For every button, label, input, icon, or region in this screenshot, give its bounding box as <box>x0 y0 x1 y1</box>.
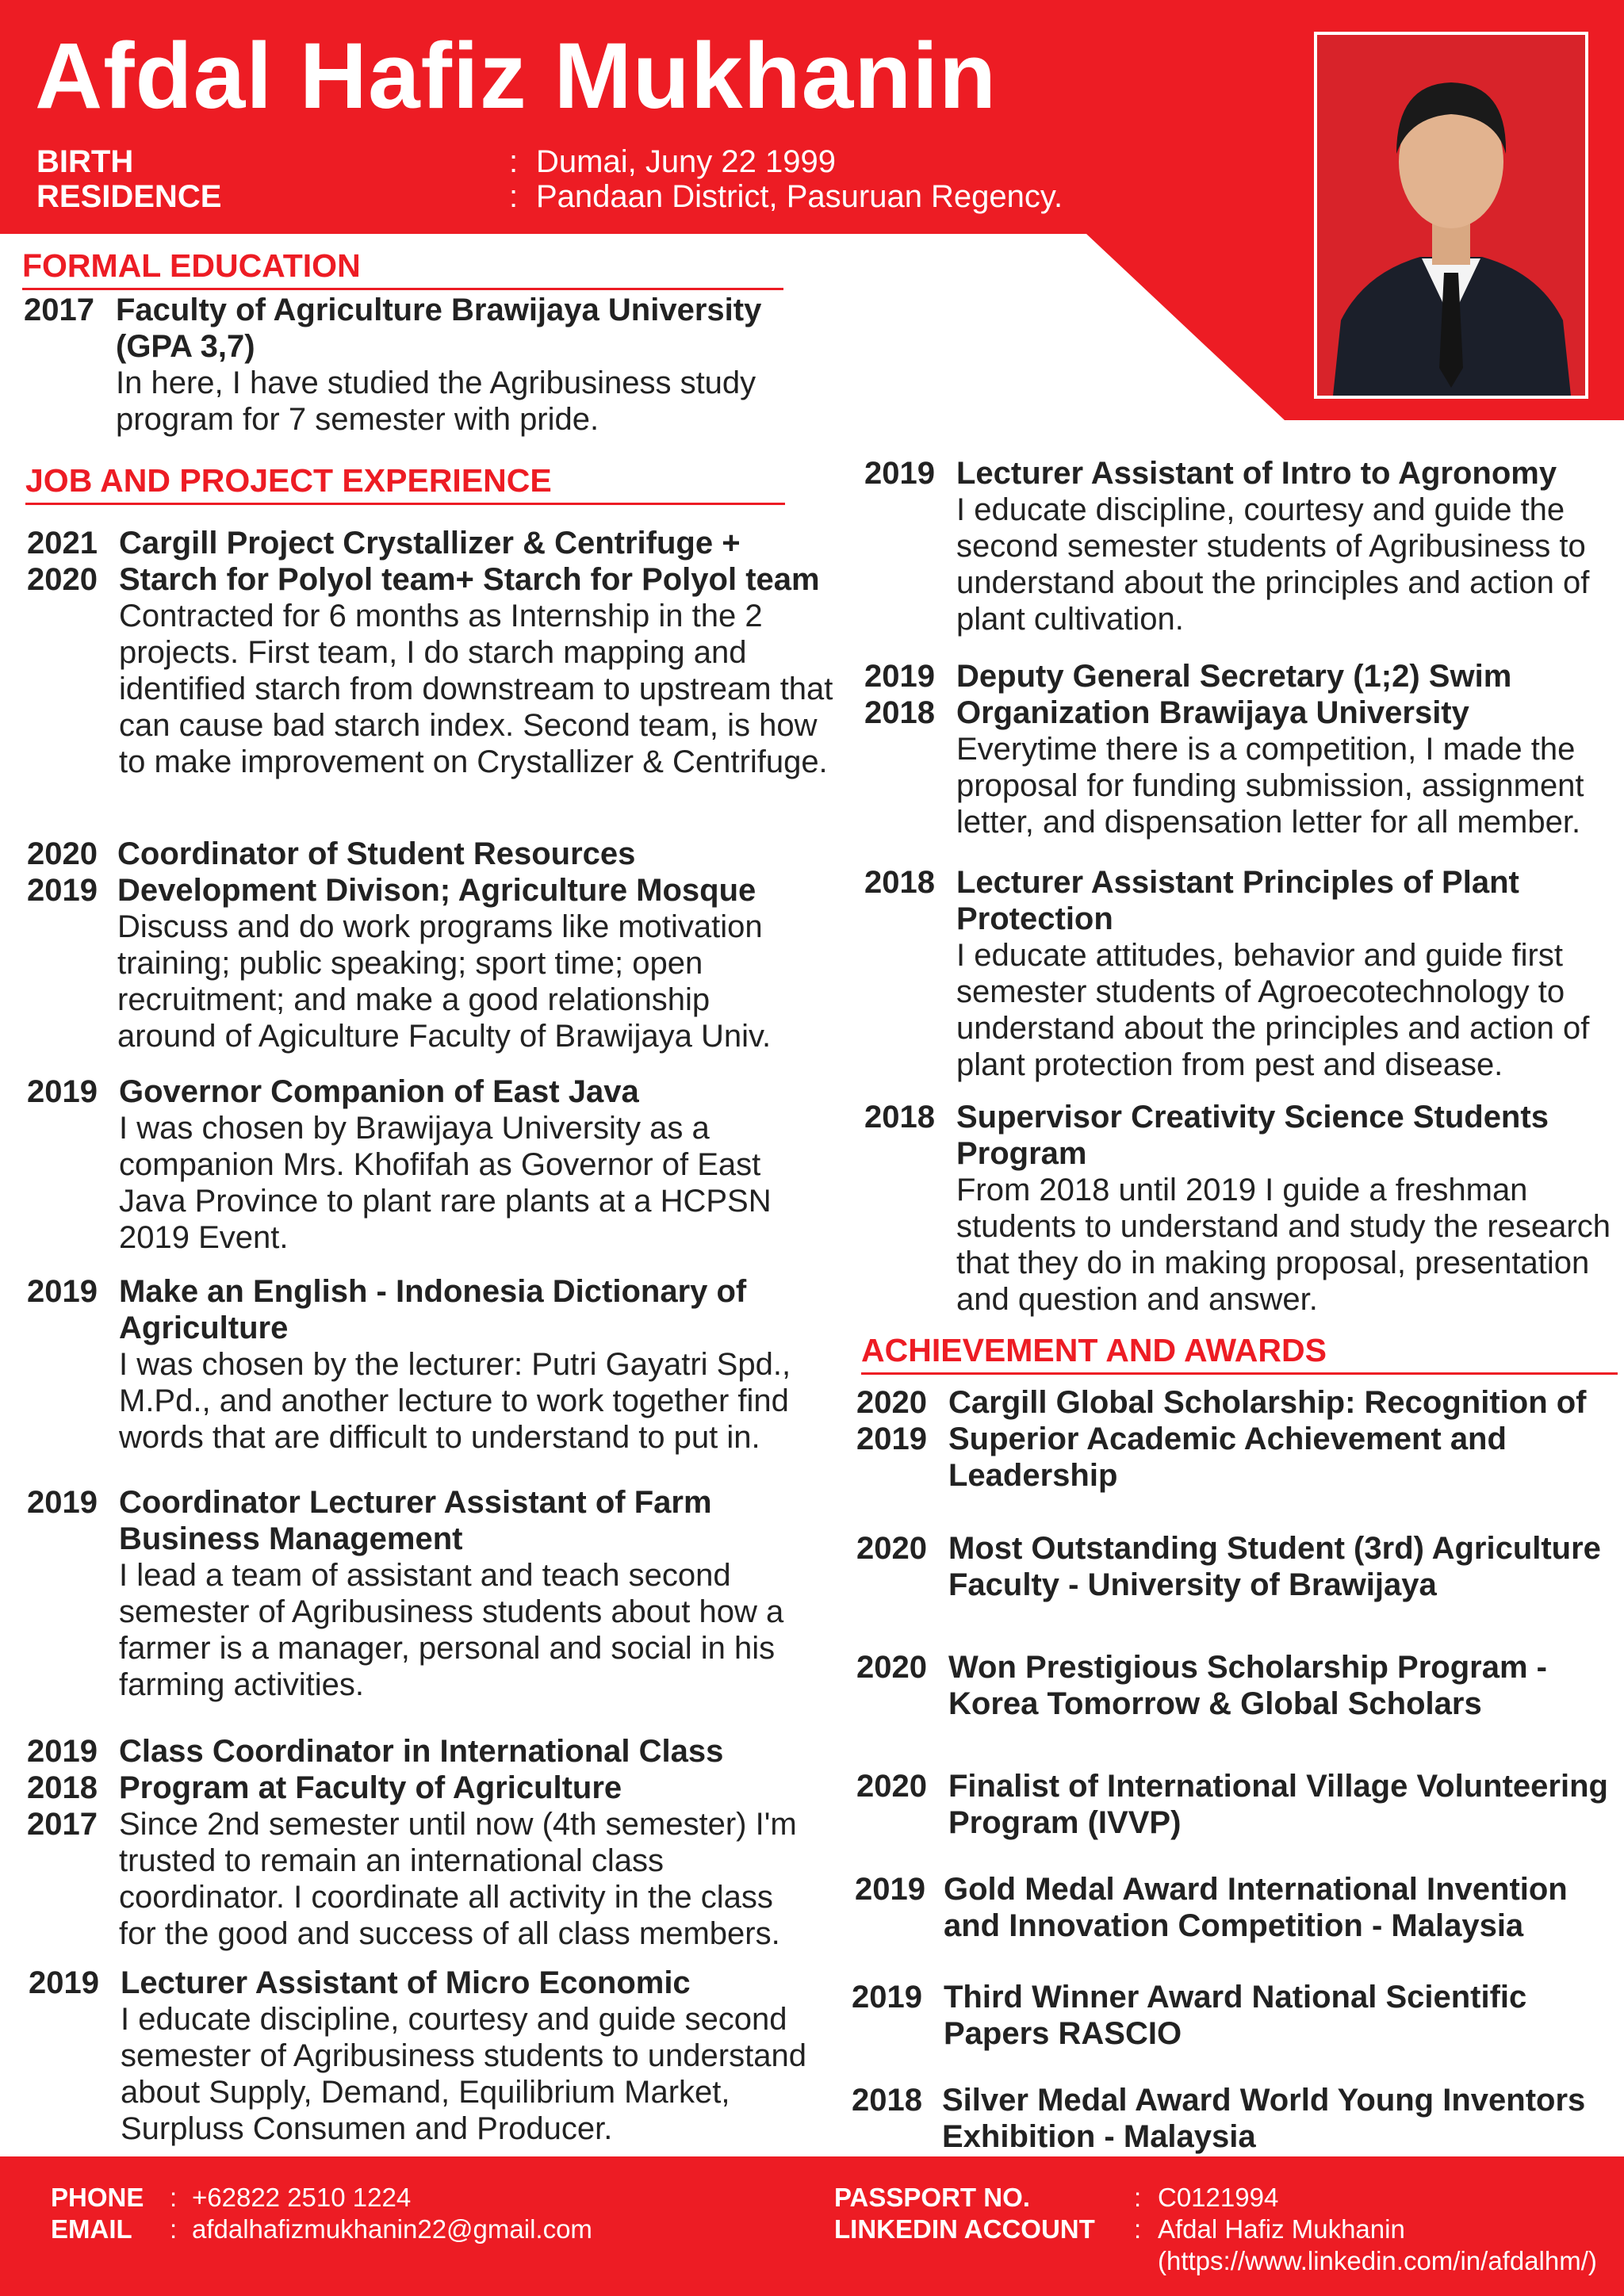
entry-year: 2019 <box>27 1074 98 1109</box>
email-link[interactable]: afdalhafizmukhanin22@gmail.com <box>192 2214 592 2244</box>
contact-footer <box>0 2156 1624 2296</box>
entry-year: 2019 <box>29 1965 99 2000</box>
entry-year: 2018 <box>852 2083 922 2118</box>
entry-years <box>852 1979 939 2015</box>
awards-heading: ACHIEVEMENT AND AWARDS <box>861 1332 1618 1375</box>
entry-title: Faculty of Agriculture Brawijaya University (GPA 3,7) <box>116 293 762 364</box>
entry-body <box>948 1384 1618 1494</box>
linkedin-separator: : <box>1134 2214 1142 2244</box>
entry-description: Discuss and do work programs like motivation training; public speaking; sport time; open recruitment; and make a good relationship around of Agiculture Faculty of Brawijaya Univ. <box>117 909 772 1054</box>
entry-body <box>942 2082 1618 2155</box>
entry-body <box>116 292 785 438</box>
entry-year: 2020 <box>27 562 98 597</box>
entry-year: 2017 <box>27 1807 98 1842</box>
entry-years <box>856 1384 944 1457</box>
entry-body <box>956 864 1618 1083</box>
entry-years <box>29 1965 116 2001</box>
entry-years <box>864 658 952 731</box>
entry-body <box>956 455 1618 637</box>
entry-description: Since 2nd semester until now (4th semester) I'm trusted to remain an international class coordinator. I coordinate all activity in the class for the good and success of all class members. <box>119 1807 797 1951</box>
entry-body <box>119 1733 812 1952</box>
entry-year: 2017 <box>24 293 94 327</box>
entry-description: I educate discipline, courtesy and guide second semester of Agribusiness students to understand about Supply, Demand, Equilibrium Market, Surpluss Consumen and Producer. <box>121 2002 806 2146</box>
entry-body <box>119 1484 793 1703</box>
linkedin-url-link[interactable]: (https://www.linkedin.com/in/afdalhm/) <box>1158 2246 1597 2275</box>
entry-title: Won Prestigious Scholarship Program - Korea Tomorrow & Global Scholars <box>948 1650 1547 1721</box>
education-heading: FORMAL EDUCATION <box>22 247 783 290</box>
entry-years <box>27 836 114 909</box>
entry-title: Third Winner Award National Scientific Papers RASCIO <box>944 1980 1527 2051</box>
entry-year: 2019 <box>852 1980 922 2015</box>
entry-years <box>856 1768 944 1804</box>
experience-entry <box>27 525 847 818</box>
award-entry <box>856 1768 1618 1844</box>
award-entry <box>856 1649 1618 1725</box>
entry-year: 2019 <box>855 1872 925 1907</box>
entry-title: Cargill Project Crystallizer & Centrifuge + Starch for Polyol team+ Starch for Polyol team <box>119 526 820 597</box>
entry-description: Everytime there is a competition, I made the proposal for funding submission, assignment letter, and dispensation letter for all member. <box>956 732 1584 840</box>
entry-year: 2018 <box>864 695 935 730</box>
entry-title: Lecturer Assistant of Intro to Agronomy <box>956 456 1557 491</box>
experience-entry <box>27 1733 812 1955</box>
birth-separator: : <box>509 144 519 179</box>
award-entry <box>852 2082 1618 2158</box>
residence-label: RESIDENCE <box>36 179 222 214</box>
entry-body <box>117 836 793 1054</box>
profile-photo <box>1314 32 1588 399</box>
entry-year: 2019 <box>27 1734 98 1769</box>
entry-title: Coordinator Lecturer Assistant of Farm Business Management <box>119 1485 712 1556</box>
email-label: EMAIL <box>51 2214 132 2244</box>
entry-years <box>27 1073 114 1110</box>
entry-year: 2020 <box>856 1531 927 1566</box>
entry-title: Coordinator of Student Resources Development Divison; Agriculture Mosque <box>117 836 756 908</box>
experience-entry <box>27 836 793 1058</box>
entry-description: I educate attitudes, behavior and guide first semester students of Agroecotechnology to understand about the principles and action of plant protection from pest and disease. <box>956 938 1590 1082</box>
phone-label: PHONE <box>51 2183 144 2212</box>
linkedin-label: LINKEDIN ACCOUNT <box>834 2214 1095 2244</box>
entry-description: I lead a team of assistant and teach second semester of Agribusiness students about how a farmer is a manager, personal and social in his farming activities. <box>119 1558 784 1702</box>
birth-label: BIRTH <box>36 144 134 179</box>
entry-years <box>864 455 952 492</box>
passport-separator: : <box>1134 2183 1142 2212</box>
entry-title: Most Outstanding Student (3rd) Agriculture Faculty - University of Brawijaya <box>948 1531 1601 1602</box>
entry-years <box>864 864 952 901</box>
entry-title: Cargill Global Scholarship: Recognition of Superior Academic Achievement and Leadership <box>948 1385 1587 1493</box>
entry-title: Gold Medal Award International Invention and Innovation Competition - Malaysia <box>944 1872 1568 1943</box>
award-entry <box>855 1871 1618 1947</box>
entry-year: 2020 <box>856 1385 927 1420</box>
award-entry <box>852 1979 1618 2055</box>
experience-entry <box>27 1273 812 1464</box>
entry-years <box>864 1099 952 1135</box>
entry-body <box>944 1979 1618 2052</box>
experience-entry <box>29 1965 812 2152</box>
entry-body <box>956 658 1618 840</box>
entry-description: I was chosen by the lecturer: Putri Gayatri Spd., M.Pd., and another lecture to work together find words that are difficult to understand to put in. <box>119 1347 791 1455</box>
entry-title: Class Coordinator in International Class Program at Faculty of Agriculture <box>119 1734 724 1805</box>
residence-separator: : <box>509 179 519 214</box>
residence-value: Pandaan District, Pasuruan Regency. <box>536 179 1063 214</box>
entry-title: Finalist of International Village Volunteering Program (IVVP) <box>948 1769 1608 1840</box>
entry-body <box>119 1073 793 1256</box>
entry-body <box>948 1530 1622 1603</box>
entry-year: 2019 <box>27 1274 98 1309</box>
entry-body <box>119 525 847 780</box>
passport-value: C0121994 <box>1158 2183 1279 2212</box>
portrait-illustration <box>1317 35 1585 396</box>
entry-years <box>24 292 111 328</box>
education-entry <box>24 292 785 442</box>
entry-year: 2019 <box>864 456 935 491</box>
experience-entry <box>864 455 1618 645</box>
linkedin-row <box>834 2214 1619 2280</box>
entry-years <box>27 1733 114 1843</box>
entry-year: 2019 <box>27 873 98 908</box>
experience-heading: JOB AND PROJECT EXPERIENCE <box>25 462 785 505</box>
entry-years <box>856 1649 944 1686</box>
entry-title: Lecturer Assistant of Micro Economic <box>121 1965 691 2000</box>
entry-description: In here, I have studied the Agribusiness study program for 7 semester with pride. <box>116 365 756 437</box>
entry-description: I educate discipline, courtesy and guide the second semester students of Agribusiness to understand about the principles and action of plant cultivation. <box>956 492 1590 637</box>
entry-year: 2018 <box>27 1770 98 1805</box>
entry-body <box>956 1099 1618 1318</box>
entry-year: 2020 <box>856 1650 927 1685</box>
entry-years <box>27 1273 114 1310</box>
entry-body <box>948 1649 1618 1722</box>
entry-description: Contracted for 6 months as Internship in the 2 projects. First team, I do starch mapping and identified starch from downstream to upstream that can cause bad starch index. Second team, is how to make improvement on Crystallizer & Centrifuge. <box>119 599 833 779</box>
entry-body <box>948 1768 1618 1841</box>
phone-value: +62822 2510 1224 <box>192 2183 412 2212</box>
entry-years <box>27 525 114 598</box>
experience-entry <box>864 864 1618 1086</box>
entry-year: 2020 <box>856 1769 927 1804</box>
entry-years <box>27 1484 114 1521</box>
passport-label: PASSPORT NO. <box>834 2183 1030 2212</box>
experience-entry <box>27 1484 793 1702</box>
entry-description: I was chosen by Brawijaya University as a companion Mrs. Khofifah as Governor of East Java Province to plant rare plants at a HCPSN 2019 Event. <box>119 1111 772 1255</box>
entry-years <box>856 1530 944 1567</box>
experience-entry <box>864 1099 1618 1321</box>
entry-title: Silver Medal Award World Young Inventors Exhibition - Malaysia <box>942 2083 1586 2154</box>
entry-title: Supervisor Creativity Science Students Program <box>956 1100 1549 1171</box>
birth-value: Dumai, Juny 22 1999 <box>536 144 837 179</box>
email-separator: : <box>170 2214 178 2244</box>
entry-year: 2021 <box>27 526 98 561</box>
entry-title: Make an English - Indonesia Dictionary of Agriculture <box>119 1274 747 1345</box>
entry-year: 2020 <box>27 836 98 871</box>
award-entry <box>856 1530 1622 1606</box>
entry-description: From 2018 until 2019 I guide a freshman students to understand and study the research that they do in making proposal, presentation and question and answer. <box>956 1173 1611 1317</box>
entry-body <box>944 1871 1618 1944</box>
entry-body <box>121 1965 812 2147</box>
entry-year: 2019 <box>856 1422 927 1456</box>
entry-year: 2019 <box>864 659 935 694</box>
entry-years <box>855 1871 942 1908</box>
award-entry <box>856 1384 1618 1495</box>
person-name: Afdal Hafiz Mukhanin <box>35 24 998 128</box>
phone-separator: : <box>170 2183 178 2212</box>
entry-title: Governor Companion of East Java <box>119 1074 639 1109</box>
entry-title: Deputy General Secretary (1;2) Swim Organization Brawijaya University <box>956 659 1512 730</box>
entry-year: 2018 <box>864 865 935 900</box>
experience-entry <box>864 658 1618 848</box>
entry-title: Lecturer Assistant Principles of Plant Protection <box>956 865 1519 936</box>
entry-year: 2019 <box>27 1485 98 1520</box>
entry-body <box>119 1273 812 1456</box>
entry-year: 2018 <box>864 1100 935 1135</box>
linkedin-name: Afdal Hafiz Mukhanin <box>1158 2214 1405 2244</box>
experience-entry <box>27 1073 793 1256</box>
entry-years <box>852 2082 939 2118</box>
